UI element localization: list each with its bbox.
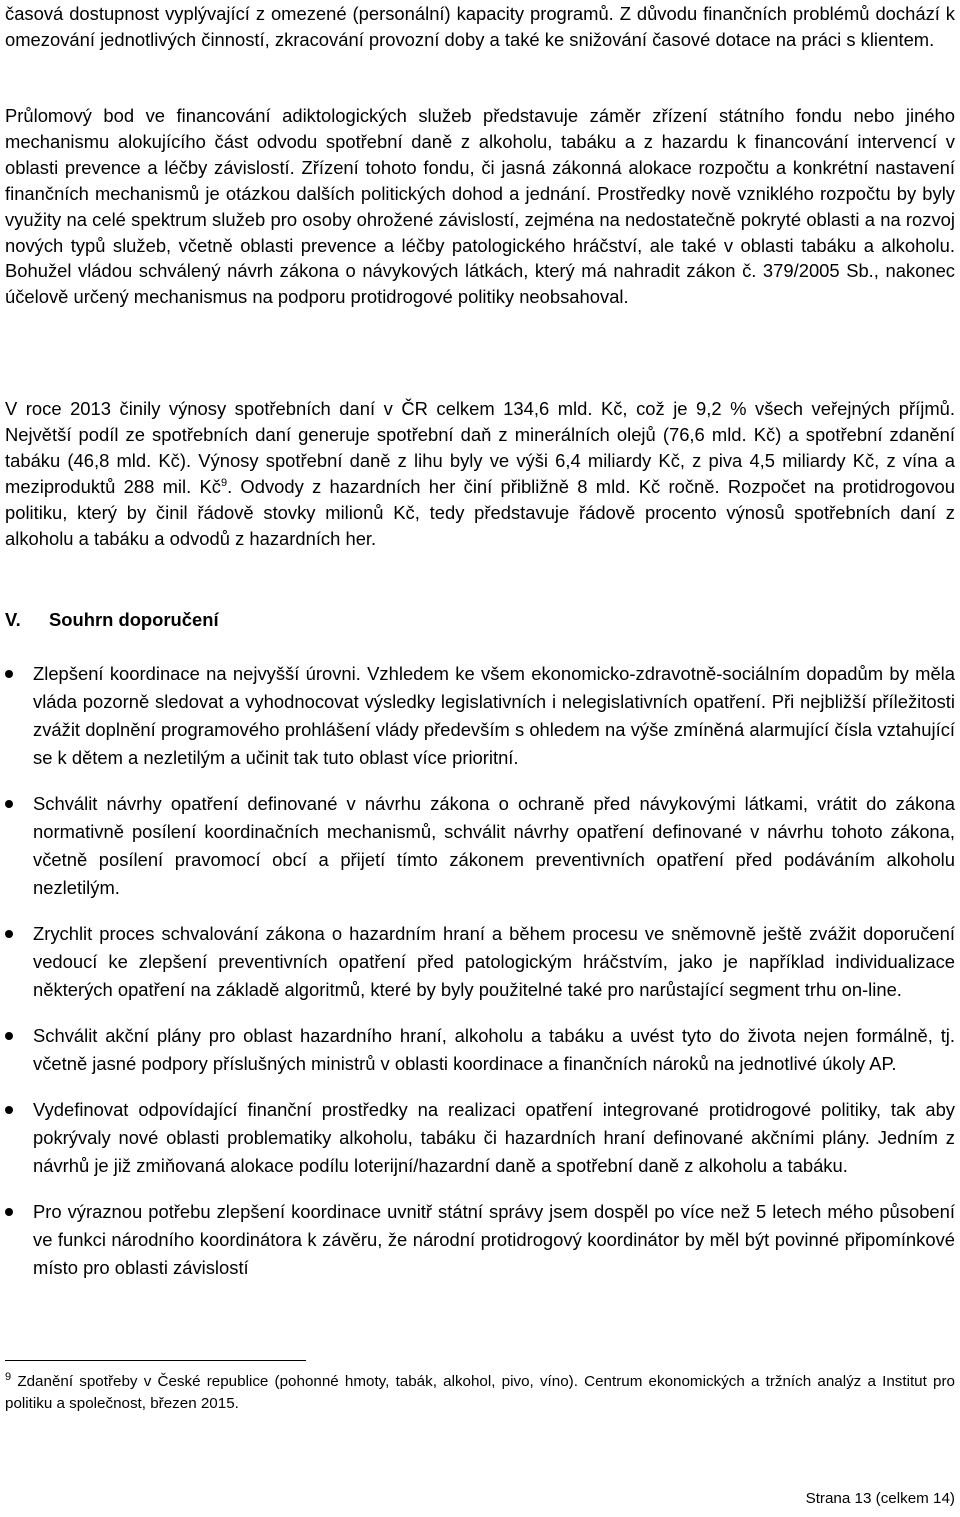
tax-revenue-paragraph bbox=[5, 396, 955, 551]
bullet-icon bbox=[5, 800, 13, 808]
section-title: Souhrn doporučení bbox=[49, 609, 219, 630]
section-number: V. bbox=[5, 609, 21, 630]
bullet-icon bbox=[5, 1106, 13, 1114]
list-item bbox=[5, 790, 955, 902]
footnote-reference[interactable]: 9 bbox=[220, 476, 228, 489]
tax-revenue-text-end: . Odvody z hazardních her činí přibližně 8 mld. Kč ročně. Rozpočet na protidrogovou politiku, který by činil řádově stovky milionů Kč, tedy představuje řádově procento výnosů spotřebních daní z alkoholu a tabáku a odvodů z hazardních her. bbox=[5, 475, 955, 549]
section-heading bbox=[5, 607, 219, 633]
recommendation-text: Schválit akční plány pro oblast hazardního hraní, alkoholu a tabáku a uvést tyto do života nejen formálně, tj. včetně jasné podpory příslušných ministrů v oblasti koordinace a finančních nároků na jednotlivé úkoly AP. bbox=[33, 1025, 955, 1074]
list-item bbox=[5, 1198, 955, 1282]
list-item bbox=[5, 920, 955, 1004]
footnote-text: Zdanění spotřeby v České republice (pohonné hmoty, tabák, alkohol, pivo, víno). Centrum ekonomických a tržních analýz a Institut pro politiku a společnost, březen 2015. bbox=[5, 1373, 955, 1412]
bullet-icon bbox=[5, 930, 13, 938]
recommendation-text: Schválit návrhy opatření definované v návrhu zákona o ochraně před návykovými látkami, vrátit do zákona normativně posílení koordinačních mechanismů, schválit návrhy opatření definované v návrhu tohoto zákona, včetně posílení pravomocí obcí a přijetí tímto zákonem preventivních opatření před podáváním alkoholu nezletilým. bbox=[33, 793, 955, 898]
intro-paragraph: časová dostupnost vyplývající z omezené (personální) kapacity programů. Z důvodu finančních problémů dochází k omezování jednotlivých činností, zkracování provozní doby a také ke snižování časové dotace na práci s klientem. bbox=[5, 3, 955, 50]
funding-breakthrough-paragraph: Průlomový bod ve financování adiktologických služeb představuje záměr zřízení státního fondu nebo jiného mechanismu alokujícího část odvodu spotřební daně z alkoholu, tabáku a z hazardu k financování intervencí v oblasti prevence a léčby závislostí. Zřízení tohoto fondu, či jasná zákonná alokace rozpočtu a konkrétní nastavení finančních mechanismů je otázkou dalších politických dohod a jednání. Prostředky nově vzniklého rozpočtu by byly využity na celé spektrum služeb pro osoby ohrožené závislostí, zejména na nedostatečně pokryté oblasti a na rozvoj nových typů služeb, včetně oblasti prevence a léčby patologického hráčství, ale také v oblasti tabáku a alkoholu. Bohužel vládou schválený návrh zákona o návykových látkách, který má nahradit zákon č. 379/2005 Sb., nakonec účelově určený mechanismus na podporu protidrogové politiky neobsahoval. bbox=[5, 105, 955, 308]
recommendations-list bbox=[5, 660, 955, 1300]
recommendation-text: Zrychlit proces schvalování zákona o hazardním hraní a během procesu ve sněmovně ještě zvážit doporučení vedoucí ke zlepšení preventivních opatření před patologickým hráčstvím, jako je například individualizace některých opatření na základě algoritmů, které by byly použitelné také pro narůstající segment trhu on-line. bbox=[33, 923, 955, 1000]
footnote-separator bbox=[5, 1360, 306, 1361]
bullet-icon bbox=[5, 1032, 13, 1040]
list-item bbox=[5, 1022, 955, 1078]
bullet-icon bbox=[5, 670, 13, 678]
page-number: Strana 13 (celkem 14) bbox=[805, 1490, 955, 1507]
recommendation-text: Pro výraznou potřebu zlepšení koordinace uvnitř státní správy jsem dospěl po více než 5 letech mého působení ve funkci národního koordinátora k závěru, že národní protidrogový koordinátor by měl být povinné připomínkové místo pro oblasti závislostí bbox=[33, 1201, 955, 1278]
bullet-icon bbox=[5, 1208, 13, 1216]
recommendation-text: Zlepšení koordinace na nejvyšší úrovni. Vzhledem ke všem ekonomicko-zdravotně-sociálním dopadům by měla vláda pozorně sledovat a vyhodnocovat výsledky legislativních i nelegislativních opatření. Při nejbližší příležitosti zvážit doplnění programového prohlášení vlády především s ohledem na výše zmíněná alarmující čísla vztahující se k dětem a nezletilým a učinit tak tuto oblast více prioritní. bbox=[33, 663, 955, 768]
tax-revenue-text-start: V roce 2013 činily výnosy spotřebních daní v ČR celkem 134,6 mld. Kč, což je 9,2 % všech veřejných příjmů. Největší podíl ze spotřebních daní generuje spotřební daň z minerálních olejů (76,6 mld. Kč) a spotřební zdanění tabáku (46,8 mld. Kč). Výnosy spotřební daně z lihu byly ve výši 6,4 miliardy Kč, z piva 4,5 miliardy Kč, z vína a meziproduktů 288 mil. Kč bbox=[5, 398, 955, 497]
list-item bbox=[5, 1096, 955, 1180]
document-page bbox=[5, 0, 955, 1517]
recommendation-text: Vydefinovat odpovídající finanční prostředky na realizaci opatření integrované protidrogové politiky, tak aby pokrývaly nové oblasti problematiky alkoholu, tabáku či hazardních hraní definované akčními plány. Jedním z návrhů je již zmiňovaná alokace podílu loterijní/hazardní daně a spotřební daně z alkoholu a tabáku. bbox=[33, 1099, 955, 1176]
list-item bbox=[5, 660, 955, 772]
footnote-number: 9 bbox=[5, 1370, 12, 1383]
footnote bbox=[5, 1371, 955, 1415]
